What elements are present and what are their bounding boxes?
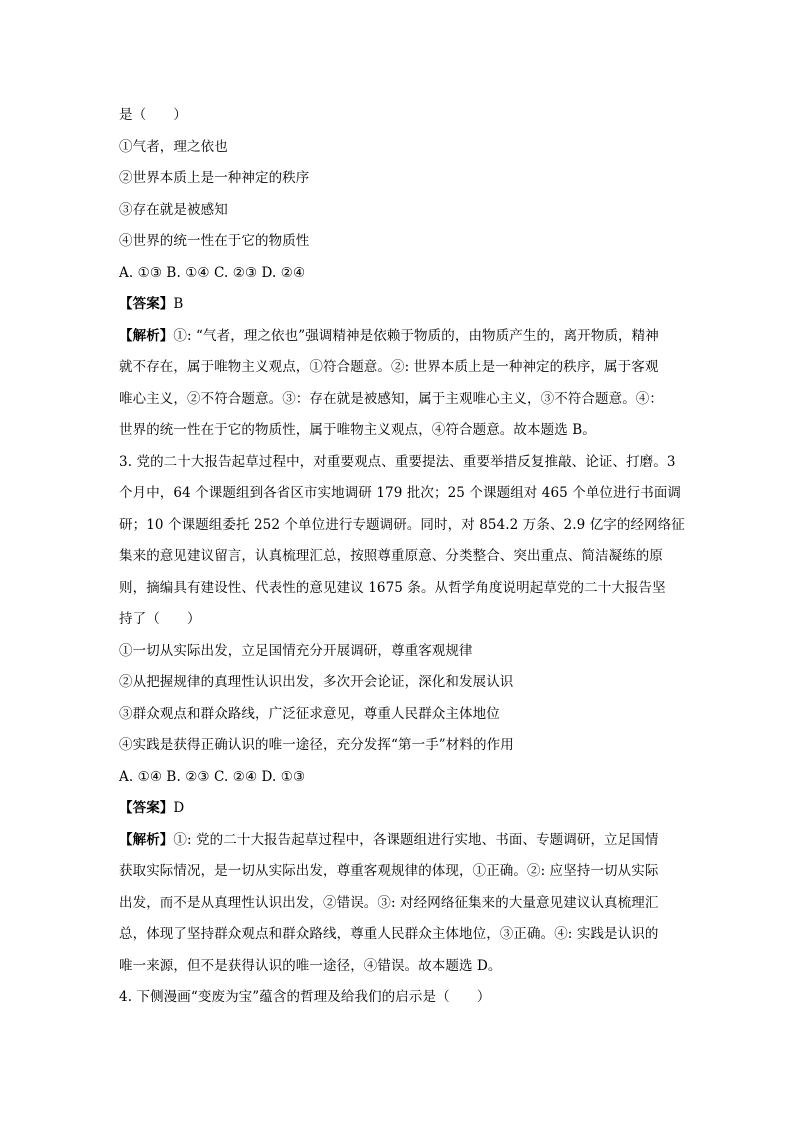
q2-answer-label: 【答案】 <box>119 296 174 312</box>
q2-option-4: ④世界的统一性在于它的物质性 <box>119 233 310 249</box>
q3-analysis-label: 【解析】 <box>119 831 174 848</box>
q3-analysis-text-1: ①: 党的二十大报告起草过程中，各课题组进行实地、书面、专题调研，立足国情 <box>173 831 659 848</box>
q2-answer <box>119 289 699 321</box>
q2-analysis-line-4: 世界的统一性在于它的物质性，属于唯物主义观点，④符合题意。故本题选 B。 <box>119 422 596 438</box>
q2-analysis-line-3: 唯心主义，②不符合题意。③：存在就是被感知，属于主观唯心主义，③不符合题意。④： <box>119 390 663 407</box>
document-content <box>119 100 699 1014</box>
q3-analysis-line-3: 出发，而不是从真理性认识出发，②错误。③: 对经网络征集来的大量意见建议认真梳理汇 <box>119 894 659 911</box>
q3-stem-line-5: 则，摘编具有建设性、代表性的意见建议 1675 条。从哲学角度说明起草党的二十大报告坚 <box>119 579 666 596</box>
q3-stem-line-3: 研；10 个课题组委托 252 个单位进行专题调研。同时，对 854.2 万条、2.9 亿字的经网络征 <box>119 516 685 533</box>
q2-option-1: ①气者，理之依也 <box>119 138 228 155</box>
q3-stem-line-2: 个月中，64 个课题组到各省区市实地调研 179 批次；25 个课题组对 465 个单位进行书面调 <box>119 485 682 501</box>
q2-answer-value: B <box>173 296 184 312</box>
q3-choices: A. ①④ B. ②③ C. ②④ D. ①③ <box>119 768 306 785</box>
q2-option-2: ②世界本质上是一种神定的秩序 <box>119 170 310 186</box>
q3-analysis-line-5: 唯一来源，但不是获得认识的唯一途径，④错误。故本题选 D。 <box>119 957 502 974</box>
q3-answer-value: D <box>173 800 185 816</box>
q3-stem-line-4: 集来的意见建议留言，认真梳理汇总，按照尊重原意、分类整合、突出重点、简洁凝练的原 <box>119 548 663 564</box>
q2-analysis-text-1: ①: “气者，理之依也”强调精神是依赖于物质的，由物质产生的，离开物质，精神 <box>173 327 659 344</box>
q3-analysis-line-4: 总，体现了坚持群众观点和群众路线，尊重人民群众主体地位，③正确。④: 实践是认识的 <box>119 926 659 942</box>
q3-option-2: ②从把握规律的真理性认识出发，多次开会论证，深化和发展认识 <box>119 674 514 690</box>
q2-choices: A. ①③ B. ①④ C. ②③ D. ②④ <box>119 264 306 281</box>
q3-stem-line-1: 3. 党的二十大报告起草过程中，对重要观点、重要提法、重要举措反复推敲、论证、打磨。3 <box>119 453 676 470</box>
q3-stem-line-6: 持了（ ） <box>119 611 201 627</box>
q3-option-3: ③群众观点和群众路线，广泛征求意见，尊重人民群众主体地位 <box>119 705 500 722</box>
q2-analysis-line-1 <box>119 321 699 353</box>
q2-analysis-label: 【解析】 <box>119 327 174 344</box>
q3-option-1: ①一切从实际出发，立足国情充分开展调研，尊重客观规律 <box>119 642 473 659</box>
q2-analysis-line-2: 就不存在，属于唯物主义观点，①符合题意。②: 世界本质上是一种神定的秩序，属于客观 <box>119 359 659 375</box>
q3-analysis-line-1 <box>119 825 699 857</box>
q3-answer <box>119 793 699 825</box>
q3-option-4: ④实践是获得正确认识的唯一途径，充分发挥“第一手”材料的作用 <box>119 737 514 753</box>
q3-answer-label: 【答案】 <box>119 800 174 816</box>
q2-stem-tail: 是（ ） <box>119 107 187 123</box>
q3-analysis-line-2: 获取实际情况，是一切从实际出发，尊重客观规律的体现，①正确。②: 应坚持一切从实际 <box>119 863 659 879</box>
q4-stem: 4. 下侧漫画“变废为宝”蕴含的哲理及给我们的启示是（ ） <box>119 989 491 1005</box>
q2-option-3: ③存在就是被感知 <box>119 201 228 218</box>
